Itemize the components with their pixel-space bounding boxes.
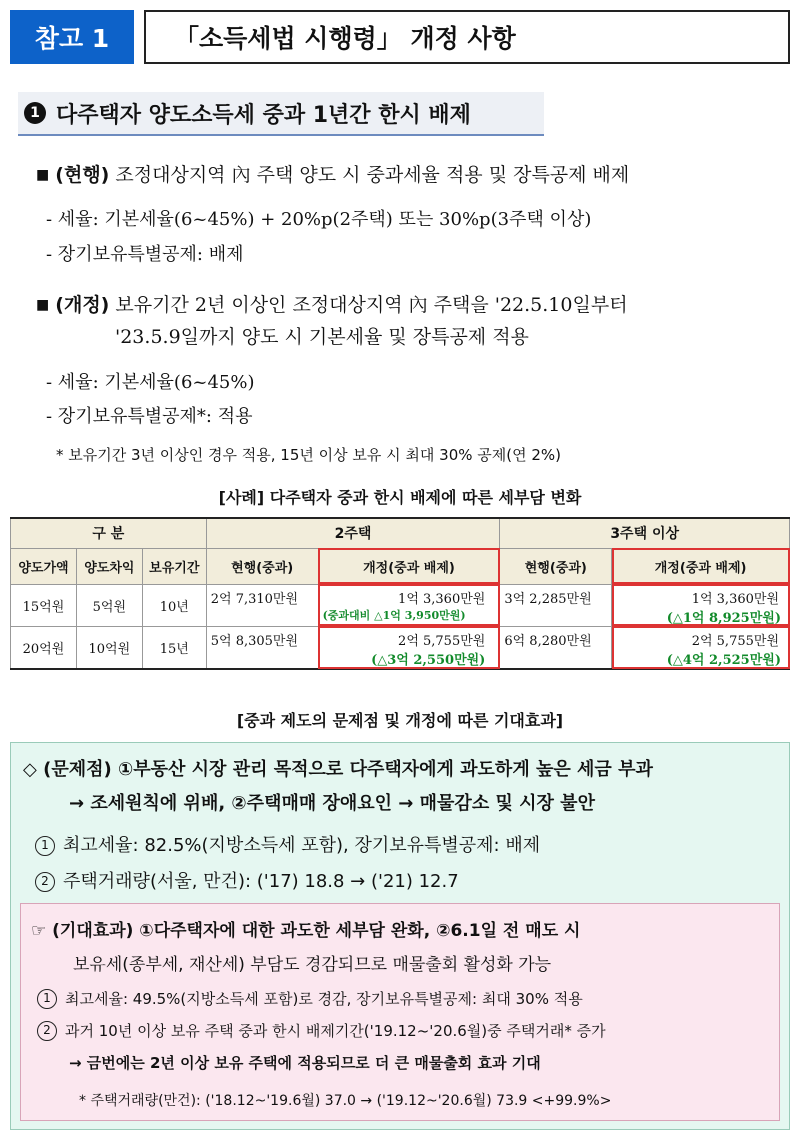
effect-line-2: 보유세(종부세, 재산세) 부담도 경감되므로 매물출회 활성화 가능 <box>73 955 552 975</box>
section-heading <box>18 92 544 136</box>
revised-rate: - 세율: 기본세율(6~45%) <box>46 372 255 393</box>
header-group: 구 분 <box>11 518 207 548</box>
cell-gain: 5억원 <box>76 584 142 626</box>
bullet-icon: ■ <box>36 167 50 183</box>
cell-three-current: 6억 8,280만원 <box>500 626 612 669</box>
cell-three-revised <box>612 626 790 669</box>
circle-number-icon: 2 <box>35 872 55 892</box>
header-gain: 양도차익 <box>76 548 142 584</box>
cell-two-revised <box>318 626 500 669</box>
header-three-revised: 개정(중과 배제) <box>612 548 790 584</box>
effect-item-2b: → 금번에는 2년 이상 보유 주택에 적용되므로 더 큰 매물출회 효과 기대 <box>69 1054 541 1072</box>
revised-text-2: '23.5.9일까지 양도 시 기본세율 및 장특공제 적용 <box>115 326 529 348</box>
effect-item-1-text: 최고세율: 49.5%(지방소득세 포함)로 경감, 장기보유특별공제: 최대 30% 적용 <box>65 990 583 1008</box>
current-text: 조정대상지역 內 주택 양도 시 중과세율 적용 및 장특공제 배제 <box>109 164 630 186</box>
two-revised-diff: (△3억 2,550만원) <box>371 652 486 668</box>
revised-line <box>36 290 628 317</box>
table-subheader-row <box>11 548 790 584</box>
current-deduction: - 장기보유특별공제: 배제 <box>46 244 244 265</box>
table-row <box>11 626 790 669</box>
header-two-homes: 2주택 <box>206 518 500 548</box>
three-revised-diff: (△1억 8,925만원) <box>666 610 781 626</box>
circle-number-icon: 1 <box>35 836 55 856</box>
problem-item-2-text: 주택거래량(서울, 만건): ('17) 18.8 → ('21) 12.7 <box>63 871 459 892</box>
cell-two-current: 2억 7,310만원 <box>206 584 318 626</box>
cell-price: 20억원 <box>11 626 77 669</box>
header-price: 양도가액 <box>11 548 77 584</box>
header-two-revised: 개정(중과 배제) <box>318 548 500 584</box>
effect-item-1 <box>37 988 583 1009</box>
cell-three-revised <box>612 584 790 626</box>
reference-tag: 참고 1 <box>10 10 134 64</box>
effect-item-2a-text: 과거 10년 이상 보유 주택 중과 한시 배제기간('19.12~'20.6월)중 주택거래* 증가 <box>65 1022 606 1040</box>
three-revised-value: 1억 3,360만원 <box>691 591 779 607</box>
effect-note: * 주택거래량(만건): ('18.12~'19.6월) 37.0 → ('19.12~'20.6월) 73.9 <+99.9%> <box>79 1093 612 1109</box>
header-two-current: 현행(중과) <box>206 548 318 584</box>
effect-item-2 <box>37 1020 606 1041</box>
circle-number-icon: 2 <box>37 1021 57 1041</box>
bullet-icon: ■ <box>36 297 50 313</box>
cell-two-current: 5억 8,305만원 <box>206 626 318 669</box>
problem-item-2 <box>35 867 459 893</box>
effect-box <box>20 903 780 1121</box>
problem-line-2: → 조세원칙에 위배, ②주택매매 장애요인 → 매물감소 및 시장 불안 <box>69 793 595 814</box>
cell-three-current: 3억 2,285만원 <box>500 584 612 626</box>
two-revised-diff: (중과대비 △1억 3,950만원) <box>322 608 466 622</box>
current-rate: - 세율: 기본세율(6~45%) + 20%p(2주택) 또는 30%p(3주택 이상) <box>46 209 592 230</box>
effect-caption: [중과 제도의 문제점 및 개정에 따른 기대효과] <box>236 711 564 730</box>
problem-item-1-text: 최고세율: 82.5%(지방소득세 포함), 장기보유특별공제: 배제 <box>63 835 541 856</box>
revised-note: * 보유기간 3년 이상인 경우 적용, 15년 이상 보유 시 최대 30% 공제(연 2%) <box>56 446 561 464</box>
cell-gain: 10억원 <box>76 626 142 669</box>
revised-text-1: 보유기간 2년 이상인 조정대상지역 內 주택을 '22.5.10일부터 <box>109 294 628 316</box>
case-table <box>10 517 790 670</box>
cell-period: 10년 <box>142 584 206 626</box>
effect-line-1: ☞ (기대효과) ①다주택자에 대한 과도한 세부담 완화, ②6.1일 전 매도 시 <box>31 921 581 941</box>
table-row <box>11 584 790 626</box>
two-revised-value: 2억 5,755만원 <box>398 633 486 649</box>
header-period: 보유기간 <box>142 548 206 584</box>
revised-deduction: - 장기보유특별공제*: 적용 <box>46 406 253 427</box>
cell-two-revised <box>318 584 500 626</box>
three-revised-value: 2억 5,755만원 <box>691 633 779 649</box>
cell-price: 15억원 <box>11 584 77 626</box>
current-line <box>36 160 629 187</box>
problem-item-1 <box>35 831 540 857</box>
section-title: 다주택자 양도소득세 중과 1년간 한시 배제 <box>56 102 471 128</box>
header-three-current: 현행(중과) <box>500 548 612 584</box>
three-revised-diff: (△4억 2,525만원) <box>666 652 781 668</box>
header-three-homes: 3주택 이상 <box>500 518 790 548</box>
document-title: 「소득세법 시행령」 개정 사항 <box>144 10 790 64</box>
current-label: (현행) <box>55 164 110 186</box>
table-caption: [사례] 다주택자 중과 한시 배제에 따른 세부담 변화 <box>218 488 582 507</box>
two-revised-value: 1억 3,360만원 <box>398 591 486 607</box>
circle-number-icon: 1 <box>37 989 57 1009</box>
table-header-row <box>11 518 790 548</box>
revised-label: (개정) <box>55 294 110 316</box>
section-number: 1 <box>24 102 46 124</box>
problem-line-1: ◇ (문제점) ①부동산 시장 관리 목적으로 다주택자에게 과도하게 높은 세금 부과 <box>23 759 653 780</box>
cell-period: 15년 <box>142 626 206 669</box>
